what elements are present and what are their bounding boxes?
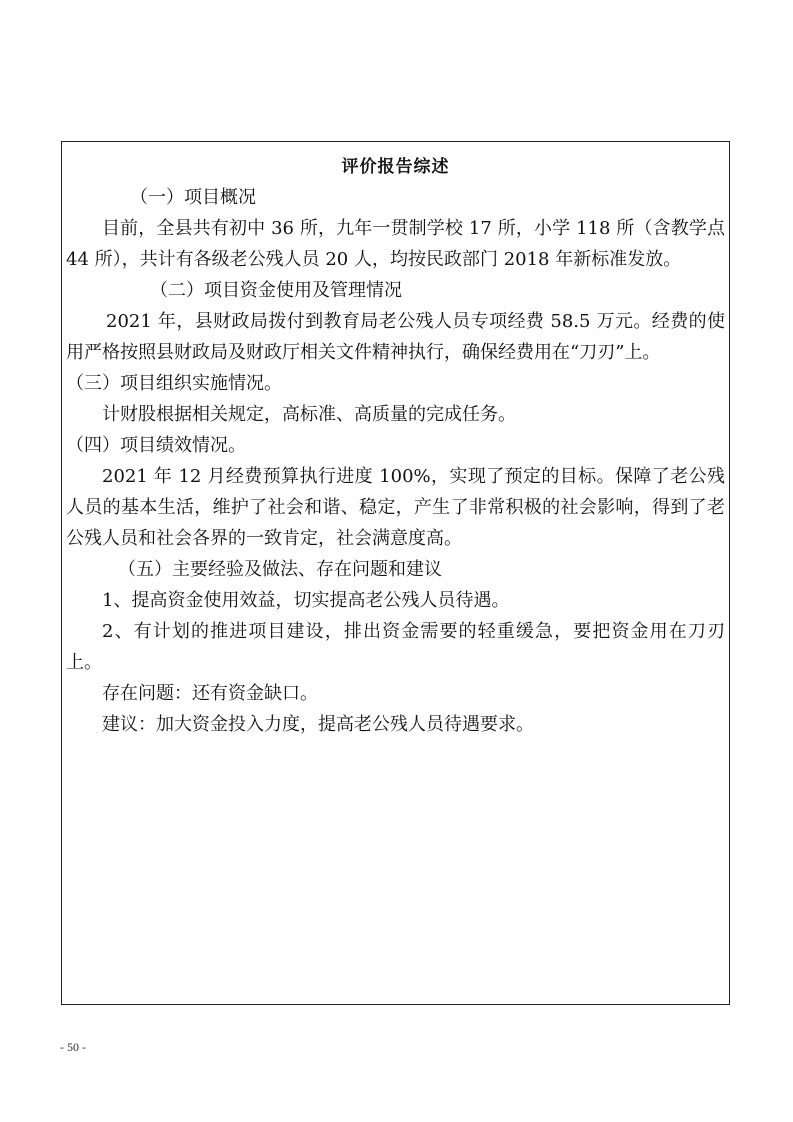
- report-title: 评价报告综述: [341, 157, 450, 177]
- section-4-heading: （四）项目绩效情况。: [66, 435, 246, 456]
- section-3-body: 计财股根据相关规定，高标准、高质量的完成任务。: [102, 404, 516, 425]
- section-5-problem: 存在问题：还有资金缺口。: [102, 683, 318, 704]
- section-5-item-2: 2、有计划的推进项目建设，排出资金需要的轻重缓急，要把资金用在刀刃上。: [66, 621, 725, 673]
- section-2-body: 2021 年，县财政局拨付到教育局老公残人员专项经费 58.5 万元。经费的使用严格按照县财政局及财政厅相关文件精神执行，确保经费用在“刀刃”上。: [66, 311, 725, 363]
- section-5-item-1: 1、提高资金使用效益，切实提高老公残人员待遇。: [102, 590, 510, 611]
- report-summary-box: [61, 141, 730, 1005]
- section-4-body: 2021 年 12 月经费预算执行进度 100%，实现了预定的目标。保障了老公残人员的基本生活，维护了社会和谐、稳定，产生了非常积极的社会影响，得到了老公残人员和社会各界的一致肯定，社会满意度高。: [66, 466, 725, 549]
- section-5-suggestion: 建议：加大资金投入力度，提高老公残人员待遇要求。: [102, 714, 534, 735]
- section-2-heading: （二）项目资金使用及管理情况: [150, 280, 402, 301]
- section-3-heading: （三）项目组织实施情况。: [66, 373, 282, 394]
- page-number: - 50 -: [60, 1040, 86, 1054]
- report-body: [66, 182, 725, 740]
- section-1-heading: （一）项目概况: [130, 187, 256, 208]
- section-1-body: 目前，全县共有初中 36 所，九年一贯制学校 17 所，小学 118 所（含教学点 44 所），共计有各级老公残人员 20 人，均按民政部门 2018 年新标准发放。: [66, 218, 725, 270]
- section-5-heading: （五）主要经验及做法、存在问题和建议: [118, 559, 442, 580]
